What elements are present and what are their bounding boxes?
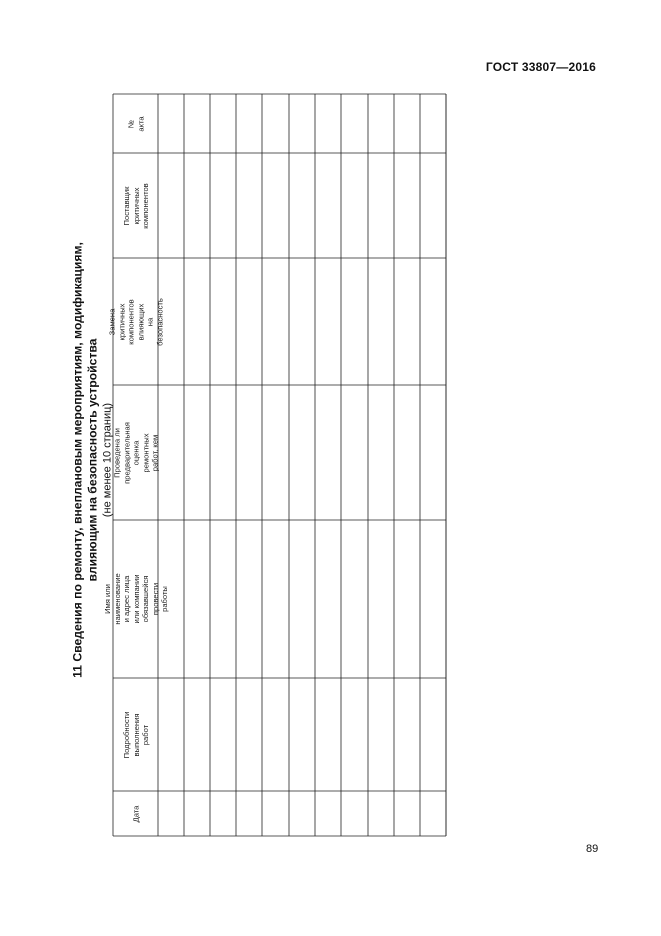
column-header-label: Проведена ли предварительная оценка ремонтных работ, кем	[111, 421, 159, 484]
column-header-label: № акта	[126, 115, 145, 132]
section-title-line-2: влияющим на безопасность устройства	[85, 338, 100, 582]
page-number: 89	[586, 843, 599, 855]
section-title-note: (не менее 10 страниц)	[101, 402, 114, 518]
column-header	[113, 385, 158, 520]
column-header-label: Дата	[130, 805, 140, 822]
column-header	[102, 520, 169, 678]
column-header-label: Имя или наименование и адрес лица или компании обязавшейся провести работы	[102, 573, 169, 625]
column-header	[113, 94, 158, 153]
column-header	[113, 153, 158, 258]
column-header-label: Замена критичных компонентов влияющих на безопасность	[107, 297, 164, 346]
column-header-label: Поставщик критичных компонентов	[121, 182, 150, 229]
standard-header: ГОСТ 33807—2016	[485, 60, 596, 74]
column-header	[113, 791, 158, 836]
column-header-label: Подробности выполнения работ	[121, 711, 150, 758]
column-header	[107, 258, 164, 385]
section-title-line-1: 11 Сведения по ремонту, внеплановым мероприятиям, модификациям,	[70, 242, 85, 678]
column-header	[113, 678, 158, 791]
